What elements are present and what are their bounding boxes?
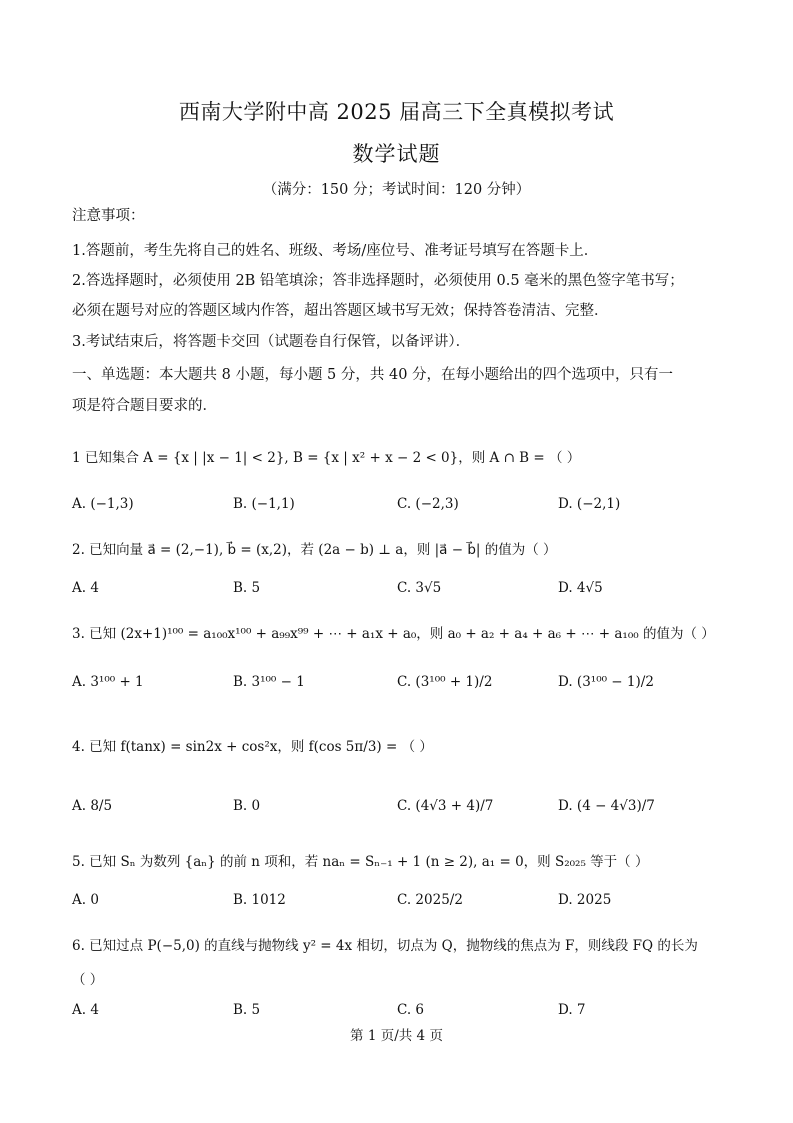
question-1-stem: 1 已知集合 A = {x | |x − 1| < 2}, B = {x | x² + x − 2 < 0}，则 A ∩ B = （ ） [72,450,581,466]
subject-title: 数学试题 [352,142,441,166]
question-3-stem: 3. 已知 (2x+1)¹⁰⁰ = a₁₀₀x¹⁰⁰ + a₉₉x⁹⁹ + ⋯ + a₁x + a₀，则 a₀ + a₂ + a₄ + a₆ + ⋯ + a₁₀₀ 的值为（ ） [72,626,715,642]
question-6-stem-continued: （ ） [72,972,104,988]
question-5-option-d: D. 2025 [558,892,612,908]
question-5-option-a: A. 0 [72,892,99,908]
question-4-option-a: A. 8/5 [72,798,113,814]
question-5-stem: 5. 已知 Sₙ 为数列 {aₙ} 的前 n 项和，若 naₙ = Sₙ₋₁ + 1 (n ≥ 2), a₁ = 0，则 S₂₀₂₅ 等于（ ） [72,854,649,870]
note-1: 1.答题前，考生先将自己的姓名、班级、考场/座位号、准考证号填写在答题卡上． [72,243,599,259]
question-6-option-d: D. 7 [558,1002,586,1018]
page-footer: 第 1 页/共 4 页 [350,1028,443,1044]
question-4-option-b: B. 0 [233,798,261,814]
notes-heading: 注意事项： [72,208,145,224]
exam-title: 西南大学附中高 2025 届高三下全真模拟考试 [178,100,615,124]
question-6-option-a: A. 4 [72,1002,99,1018]
question-1-option-a: A. (−1,3) [72,496,134,512]
section-heading-line-1: 一、单选题：本大题共 8 小题，每小题 5 分，共 40 分，在每小题给出的四个选项中，只有一 [72,367,674,383]
question-3-option-b: B. 3¹⁰⁰ − 1 [233,674,305,690]
question-4-stem: 4. 已知 f(tanx) = sin2x + cos²x，则 f(cos 5π/3) = （ ） [72,739,433,755]
question-3-option-a: A. 3¹⁰⁰ + 1 [72,674,144,690]
question-2-option-a: A. 4 [72,580,99,596]
question-6-option-c: C. 6 [397,1002,425,1018]
question-5-option-b: B. 1012 [233,892,286,908]
question-5-option-c: C. 2025/2 [397,892,463,908]
question-4-option-c: C. (4√3 + 4)/7 [397,798,494,814]
section-heading-line-2: 项是符合题目要求的． [72,398,217,414]
question-2-option-b: B. 5 [233,580,261,596]
question-1-option-b: B. (−1,1) [233,496,295,512]
question-3-option-d: D. (3¹⁰⁰ − 1)/2 [558,674,654,690]
note-2-line-2: 必须在题号对应的答题区域内作答，超出答题区域书写无效；保持答卷清洁、完整． [72,303,609,319]
question-6-stem: 6. 已知过点 P(−5,0) 的直线与抛物线 y² = 4x 相切，切点为 Q，抛物线的焦点为 F，则线段 FQ 的长为 [72,938,698,954]
note-2-line-1: 2.答选择题时，必须使用 2B 铅笔填涂；答非选择题时，必须使用 0.5 毫米的黑色签字笔书写； [72,273,684,289]
question-2-option-d: D. 4√5 [558,580,603,596]
exam-info: （满分：150 分；考试时间：120 分钟） [262,182,531,198]
note-3: 3.考试结束后，将答题卡交回（试题卷自行保管，以备评讲）． [72,334,471,350]
question-1-option-c: C. (−2,3) [397,496,459,512]
question-4-option-d: D. (4 − 4√3)/7 [558,798,655,814]
question-3-option-c: C. (3¹⁰⁰ + 1)/2 [397,674,493,690]
question-2-stem: 2. 已知向量 a⃗ = (2,−1), b⃗ = (x,2)，若 (2a − b) ⊥ a，则 |a⃗ − b⃗| 的值为（ ） [72,542,557,558]
question-1-option-d: D. (−2,1) [558,496,621,512]
question-6-option-b: B. 5 [233,1002,261,1018]
question-2-option-c: C. 3√5 [397,580,442,596]
